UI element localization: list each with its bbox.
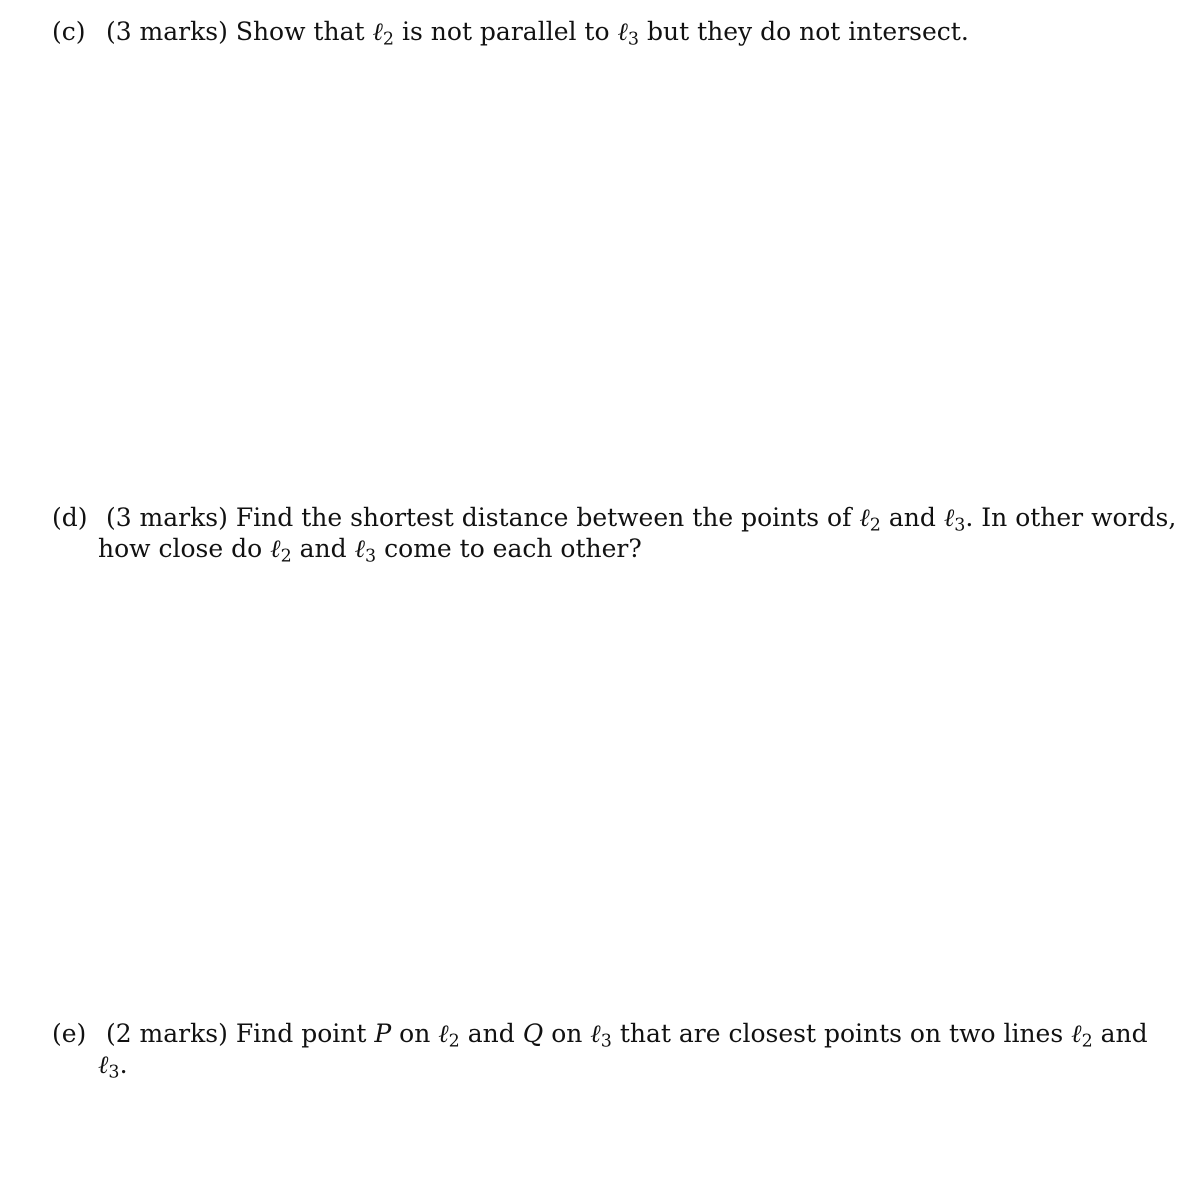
- question-d-line1-end: . In other words,: [965, 503, 1177, 532]
- question-c-marks: (3 marks): [105, 17, 228, 46]
- question-c: [52, 16, 1132, 50]
- symbol-l3: ℓ$_3$: [943, 503, 966, 536]
- symbol-l3: ℓ$_3$: [617, 17, 640, 50]
- symbol-l2: ℓ$_2$: [372, 17, 395, 50]
- question-e-marks: (2 marks): [105, 1019, 228, 1048]
- question-d-line-1: [52, 502, 1177, 536]
- symbol-l2: ℓ$_2$: [859, 503, 881, 536]
- symbol-q: Q: [522, 1019, 544, 1048]
- question-c-label: (c): [52, 17, 86, 46]
- question-d-label: (d): [52, 503, 88, 532]
- question-d-and: and: [888, 503, 936, 532]
- question-e-tail: that are closest points on two lines: [619, 1019, 1064, 1048]
- question-e-label: (e): [52, 1019, 87, 1048]
- question-e: [52, 1018, 1148, 1083]
- question-d-line2-end: come to each other?: [384, 534, 642, 563]
- question-c-text-mid: is not parallel to: [402, 17, 610, 46]
- question-e-and-2: and: [1100, 1019, 1148, 1048]
- symbol-l2: ℓ$_2$: [438, 1019, 460, 1052]
- question-c-line-1: [52, 16, 1132, 50]
- question-c-text-after: but they do not intersect.: [647, 17, 969, 46]
- question-e-and-1: and: [467, 1019, 515, 1048]
- question-e-period: .: [119, 1050, 128, 1079]
- symbol-l2: ℓ$_2$: [1071, 1019, 1093, 1052]
- symbol-l3: ℓ$_3$: [354, 534, 377, 567]
- question-d-marks: (3 marks): [105, 503, 228, 532]
- question-d: [52, 502, 1177, 567]
- symbol-l3: ℓ$_3$: [590, 1019, 612, 1052]
- question-e-line-2: [52, 1049, 1132, 1083]
- question-d-line1-text: Find the shortest distance between the points of: [235, 503, 852, 532]
- question-d-line-2: [52, 533, 1132, 567]
- symbol-l2: ℓ$_2$: [270, 534, 292, 567]
- question-d-line2-and: and: [299, 534, 347, 563]
- question-e-line-1: [52, 1018, 1148, 1052]
- question-d-line2-text: how close do: [98, 534, 263, 563]
- question-c-text-before: Show that: [235, 17, 365, 46]
- question-e-on-2: on: [551, 1019, 583, 1048]
- question-e-on-1: on: [399, 1019, 431, 1048]
- symbol-l3: ℓ$_3$: [98, 1050, 120, 1083]
- symbol-p: P: [374, 1019, 392, 1048]
- question-e-find-point: Find point: [235, 1019, 367, 1048]
